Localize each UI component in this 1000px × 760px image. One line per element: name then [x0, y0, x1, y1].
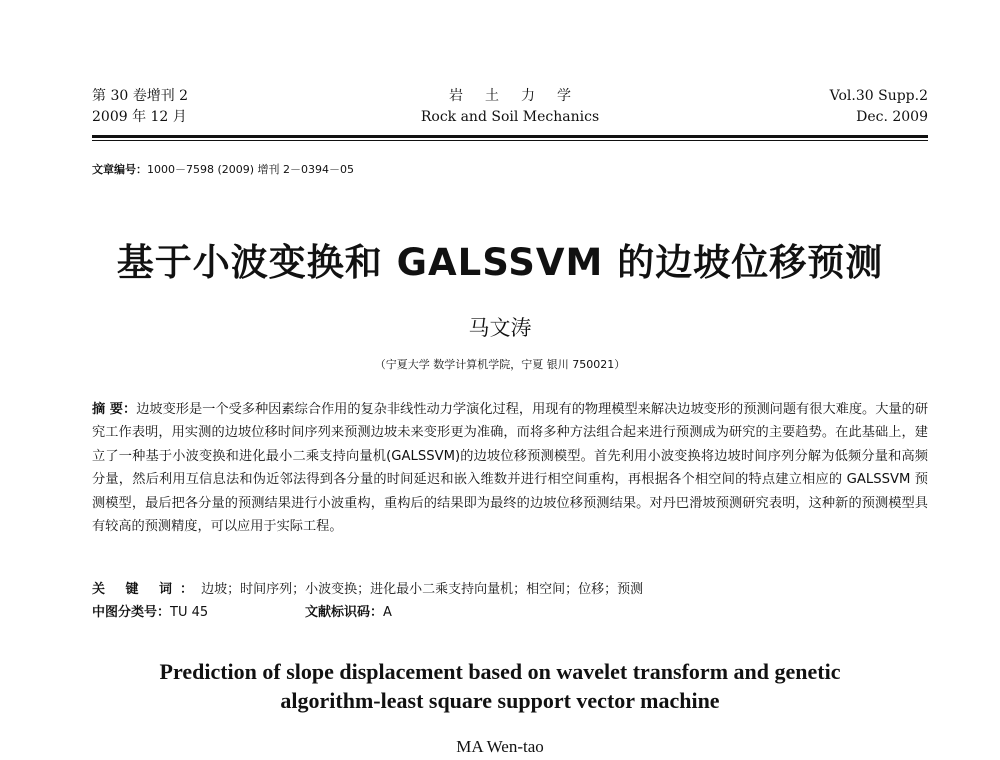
- classification-label: 中图分类号：: [92, 605, 171, 620]
- abstract-cn: [92, 398, 928, 538]
- header-volume-info: [92, 86, 188, 128]
- keywords-text: 边坡；时间序列；小波变换；进化最小二乘支持向量机；相空间；位移；预测: [201, 582, 644, 597]
- keywords-cn: [92, 578, 643, 597]
- header-journal-name: [342, 86, 678, 128]
- title-en-line1: Prediction of slope displacement based on wavelet transform and genetic: [159, 659, 841, 684]
- header-volume-info-en: [830, 86, 928, 128]
- header-volume: 第 30 卷增刊 2: [92, 88, 189, 104]
- article-number-value: 1000－7598 (2009) 增刊 2－0394－05: [147, 163, 355, 176]
- classification-value: TU 45: [170, 605, 209, 620]
- header-rule-thin: [92, 140, 928, 141]
- author-cn: 马文涛: [468, 316, 532, 340]
- abstract-label: 摘 要：: [92, 402, 137, 417]
- document-code-value: A: [383, 605, 392, 620]
- header-date-en: Dec. 2009: [856, 109, 928, 125]
- journal-header: [92, 86, 928, 132]
- journal-name-cn: 岩土力学: [449, 88, 593, 104]
- title-cn: 基于小波变换和 GALSSVM 的边坡位移预测: [116, 241, 884, 284]
- document-code-label: 文献标识码：: [305, 605, 384, 620]
- title-en-line2: algorithm-least square support vector machine: [280, 688, 720, 713]
- title-en: [0, 657, 1000, 715]
- abstract-text: 边坡变形是一个受多种因素综合作用的复杂非线性动力学演化过程，用现有的物理模型来解决边坡变形的预测问题有很大难度。大量的研究工作表明，用实测的边坡位移时间序列来预测边坡未来变形更为准确，而将多种方法组合起来进行预测成为研究的主要趋势。在此基础上，建立了一种基于小波变换和进化最小二乘支持向量机(GALSSVM)的边坡位移预测模型。首先利用小波变换将边坡时间序列分解为低频分量和高频分量，然后利用互信息法和伪近邻法得到各分量的时间延迟和嵌入维数并进行相空间重构，再根据各个相空间的特点建立相应的 GALSSVM 预测模型，最后把各分量的预测结果进行小波重构，重构后的结果即为最终的边坡位移预测结果。对丹巴滑坡预测研究表明，这种新的预测模型具有较高的预测精度，可以应用于实际工程。: [92, 402, 929, 535]
- document-code: [305, 601, 392, 620]
- affiliation-cn: （宁夏大学 数学计算机学院，宁夏 银川 750021）: [374, 358, 626, 371]
- journal-name-en: Rock and Soil Mechanics: [420, 109, 600, 125]
- header-volume-en: Vol.30 Supp.2: [829, 88, 928, 104]
- author-en: MA Wen-tao: [456, 737, 544, 756]
- classification-line: [92, 601, 592, 620]
- header-rule-thick: [92, 135, 928, 138]
- article-number: [92, 161, 354, 177]
- article-number-label: 文章编号：: [92, 163, 147, 176]
- header-date-cn: 2009 年 12 月: [92, 109, 187, 125]
- keywords-label: 关 键 词：: [92, 582, 202, 597]
